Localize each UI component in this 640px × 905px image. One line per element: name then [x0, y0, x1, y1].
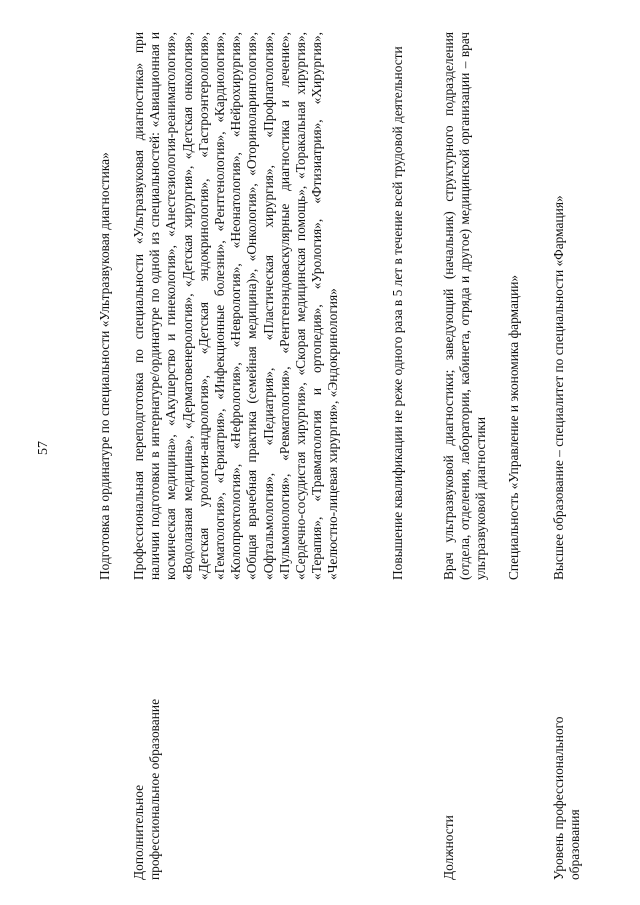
specialty-heading-block: [506, 32, 522, 580]
row-label-positions: [441, 550, 457, 880]
page-number: 57: [36, 441, 51, 455]
retraining-text-block: [131, 32, 342, 580]
specialty-heading: Специальность «Управление и экономика фармации»: [506, 274, 521, 580]
label-line: Уровень профессионального: [551, 716, 566, 880]
row-content-additional-education: [97, 32, 113, 580]
education-level-text: Высшее образование – специалитет по специальности «Фармация»: [551, 195, 566, 580]
row-label-additional-education: [131, 550, 163, 880]
retraining-text: Профессиональная переподготовка по специальности «Ультразвуковая диагностика» при наличии подготовки в интернатуре/ординатуре по одной из специальностей: «Авиационная и космическая медицина», «Акушерство и гинекология», «Анестезиология-реаниматология», «Водолазная медицина», «Дерматовенерология», «Детская хирургия», «Детская онкология», «Детская урология-андрология», «Детская эндокринология», «Гастроэнтерология», «Гематология», «Гериатрия», «Инфекционные болезни», «Рентгенология», «Кардиология», «Колопроктология», «Нефрология», «Неврология», «Неонатология», «Нейрохирургия», «Общая врачебная практика (семейная медицина)», «Онкология», «Оториноларингология», «Офтальмология», «Педиатрия», «Пластическая хирургия», «Профпатология», «Пульмонология», «Ревматология», «Рентгенэндоваскулярные диагностика и лечение», «Сердечно-сосудистая хирургия», «Скорая медицинская помощь», «Торакальная хирургия», «Терапия», «Травматология и ортопедия», «Урология», «Фтизиатрия», «Хирургия», «Челюстно-лицевая хирургия», «Эндокринология»: [131, 32, 341, 580]
label-line: Дополнительное: [131, 784, 146, 880]
education-level-text-block: [551, 32, 567, 580]
residency-training-text: Подготовка в ординатуре по специальности «Ультразвуковая диагностика»: [97, 152, 112, 580]
row-label-education-level: [551, 550, 583, 880]
label-line: профессиональное образование: [147, 698, 163, 880]
positions-text-block: [441, 32, 490, 580]
positions-text: Врач ультразвуковой диагностики; заведующий (начальник) структурного подразделения (отдела, отделения, лаборатории, кабинета, отряда и другое) медицинской организации – врач ультразвуковой диагностики: [441, 32, 489, 580]
qualification-upgrade-text: Повышение квалификации не реже одного раза в 5 лет в течение всей трудовой деятельности: [390, 46, 405, 580]
label-line: Должности: [441, 815, 456, 880]
qualification-text-block: [390, 32, 406, 580]
label-line: образования: [567, 809, 583, 880]
